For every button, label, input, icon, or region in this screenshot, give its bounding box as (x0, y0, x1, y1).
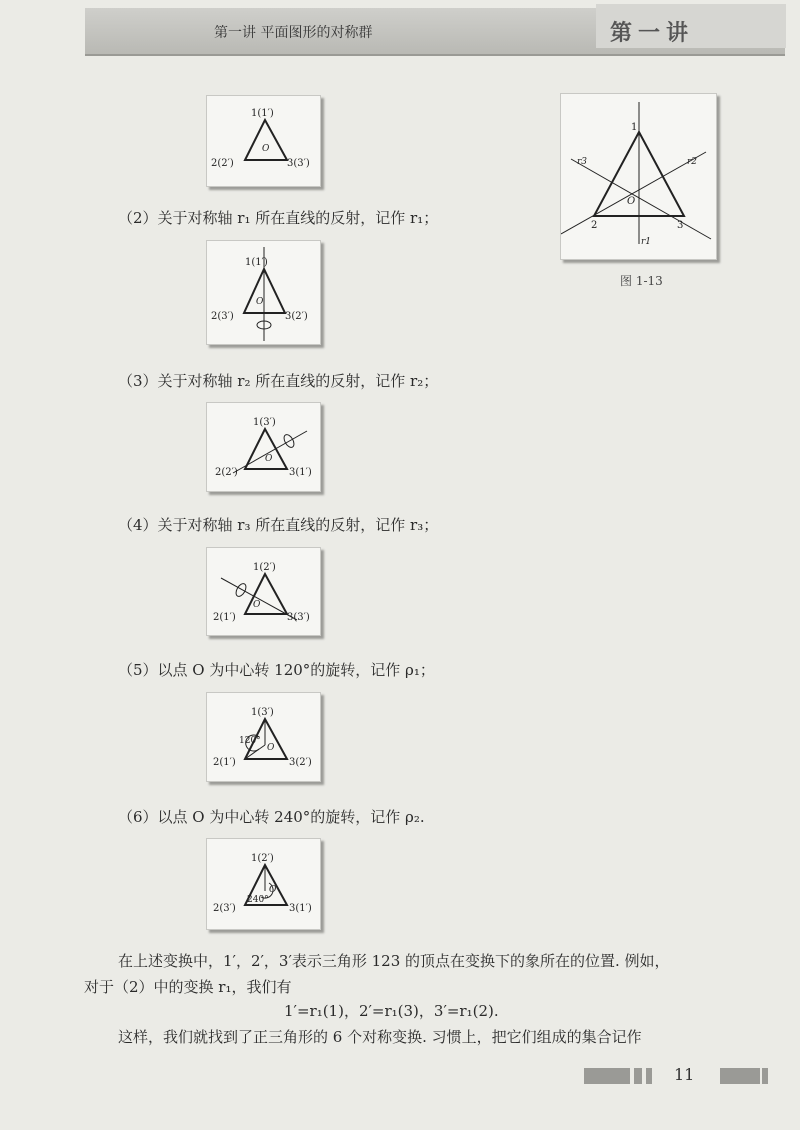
identity-right-label: 3(3′) (287, 158, 310, 169)
rho1-right-label: 3(2′) (289, 757, 312, 768)
chapter-tab-label: 第一讲 (610, 20, 695, 46)
identity-top-label: 1(1′) (251, 108, 274, 119)
figure-r2 (206, 402, 321, 492)
r1-right-label: 3(2′) (285, 311, 308, 322)
identity-left-label: 2(2′) (211, 158, 234, 169)
rho1-top-label: 1(3′) (251, 707, 274, 718)
r2-left-label: 2(2′) (215, 467, 238, 478)
rho2-angle-label: 240° (247, 895, 269, 905)
figure-rho1 (206, 692, 321, 782)
identity-center-label: O (262, 144, 270, 154)
r2-right-label: 3(1′) (289, 467, 312, 478)
rho2-center-label: O (269, 885, 277, 895)
formula-line: 1′=r₁(1)，2′=r₁(3)，3′=r₁(2). (284, 1002, 499, 1020)
r3-right-label: 3(3′) (287, 612, 310, 623)
r1-center-label: O (256, 297, 264, 307)
fig13-v2: 2 (591, 220, 598, 231)
fig13-r2: r2 (687, 157, 698, 167)
r1-top-label: 1(1′) (245, 257, 268, 268)
r1-left-label: 2(3′) (211, 311, 234, 322)
rho1-angle-label: 120° (239, 736, 261, 746)
r3-center-label: O (253, 600, 261, 610)
rho1-center-label: O (267, 743, 275, 753)
item-3-text: （3）关于对称轴 r₂ 所在直线的反射，记作 r₂； (118, 372, 439, 390)
figure-identity (206, 95, 321, 187)
paragraph-1: 在上述变换中，1′，2′，3′表示三角形 123 的顶点在变换下的象所在的位置. 例如， (118, 952, 670, 970)
item-5-text: （5）以点 O 为中心转 120°的旋转，记作 ρ₁； (118, 661, 435, 679)
paragraph-3: 这样，我们就找到了正三角形的 6 个对称变换. 习惯上，把它们组成的集合记作 (118, 1028, 642, 1046)
fig13-r3: r3 (577, 157, 588, 167)
figure-r1 (206, 240, 321, 345)
fig13-r1: r1 (641, 237, 652, 247)
item-2-text: （2）关于对称轴 r₁ 所在直线的反射，记作 r₁； (118, 209, 439, 227)
fig13-v3: 3 (677, 220, 684, 231)
page-number: 11 (674, 1065, 695, 1084)
item-6-text: （6）以点 O 为中心转 240°的旋转，记作 ρ₂. (118, 808, 425, 826)
rho2-top-label: 1(2′) (251, 853, 274, 864)
r3-top-label: 1(2′) (253, 562, 276, 573)
rho2-right-label: 3(1′) (289, 903, 312, 914)
figure-1-13 (560, 93, 717, 260)
figure-r3 (206, 547, 321, 636)
fig13-center: O (627, 196, 636, 207)
rho1-left-label: 2(1′) (213, 757, 236, 768)
r2-top-label: 1(3′) (253, 417, 276, 428)
item-4-text: （4）关于对称轴 r₃ 所在直线的反射，记作 r₃； (118, 516, 439, 534)
fig13-v1: 1 (631, 122, 638, 133)
rho2-left-label: 2(3′) (213, 903, 236, 914)
header-title: 第一讲 平面图形的对称群 (214, 25, 373, 41)
figure-1-13-caption: 图 1-13 (620, 274, 663, 288)
r3-left-label: 2(1′) (213, 612, 236, 623)
paragraph-2: 对于（2）中的变换 r₁，我们有 (84, 978, 292, 996)
r2-center-label: O (265, 454, 273, 464)
figure-rho2 (206, 838, 321, 930)
